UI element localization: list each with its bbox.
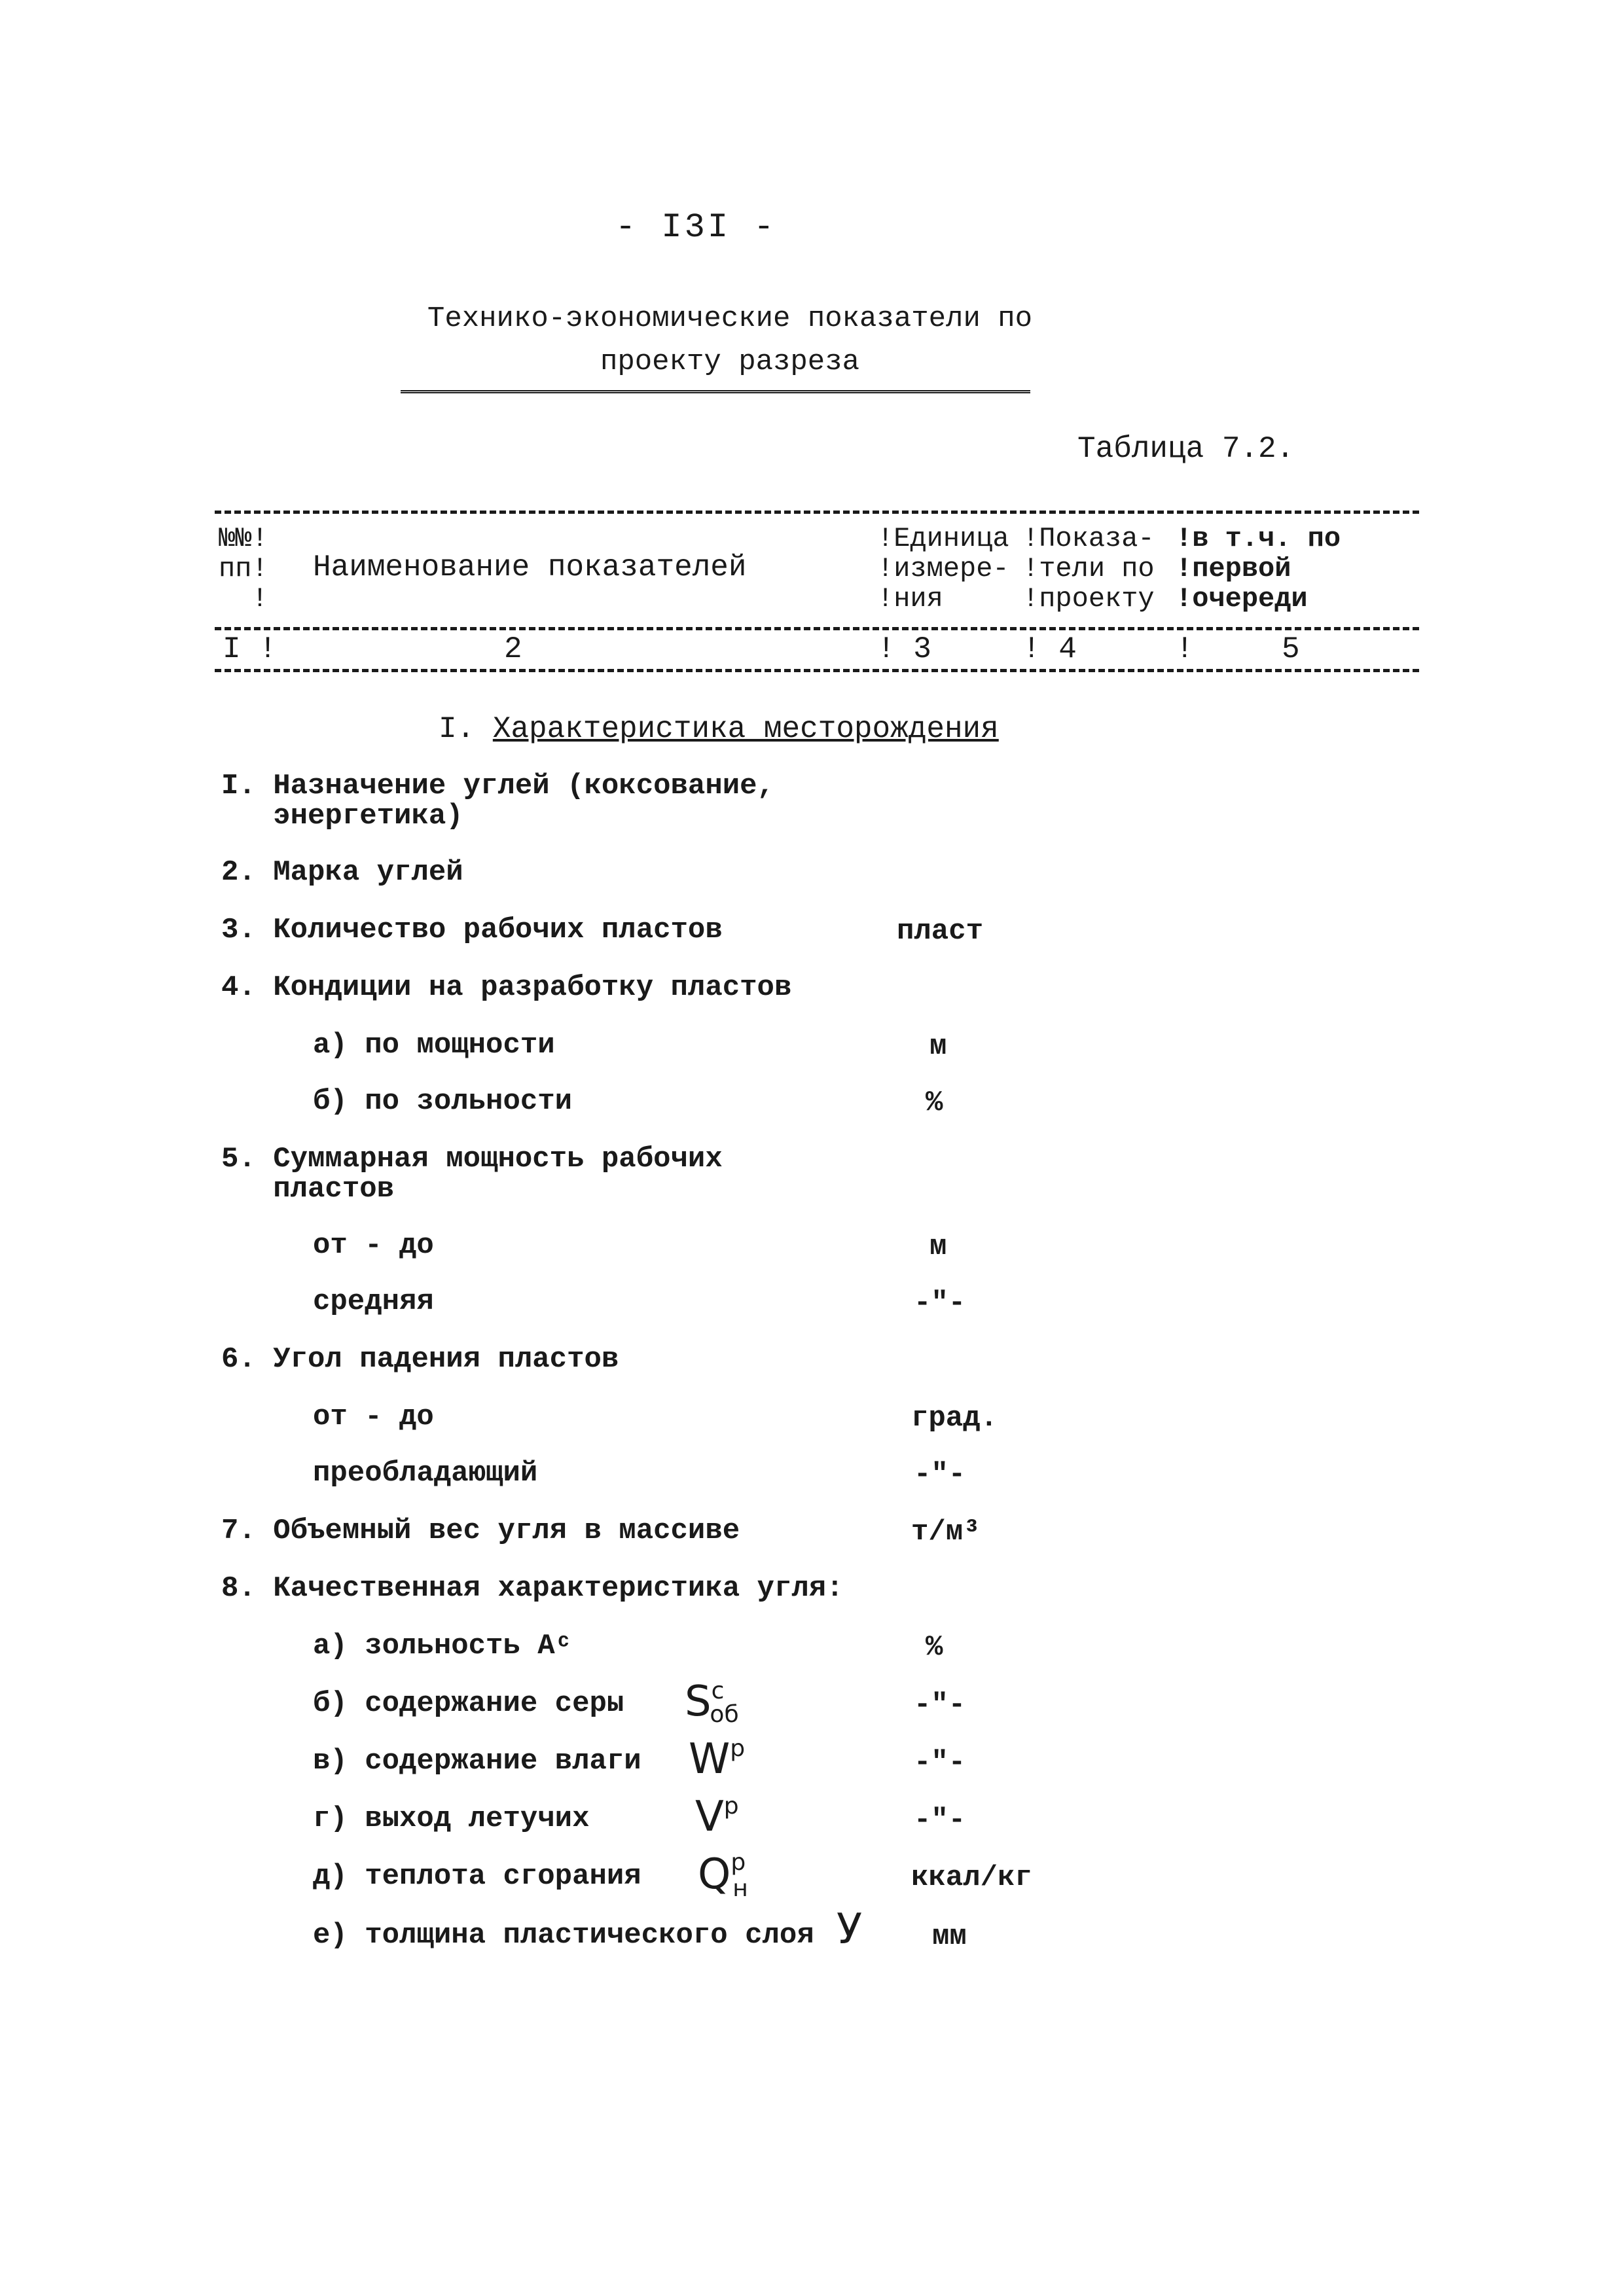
item-7-unit: т/м³ bbox=[911, 1516, 981, 1549]
table-number-rule bbox=[215, 669, 1419, 672]
volatile-symbol: $V^p$ bbox=[695, 1793, 739, 1841]
item-4b: б) по зольности bbox=[313, 1085, 573, 1118]
document-title-line1: Технико-экономические показатели по bbox=[427, 302, 1033, 335]
section-number: I. bbox=[439, 712, 475, 746]
item-8: 8. Качественная характеристика угля: bbox=[221, 1572, 844, 1605]
item-8a-unit: % bbox=[926, 1631, 943, 1664]
colnum-5-bang: ! bbox=[1176, 632, 1194, 666]
item-6: 6. Угол падения пластов bbox=[221, 1343, 619, 1376]
colnum-1: I ! bbox=[223, 632, 277, 666]
item-5: 5. Суммарная мощность рабочих пластов bbox=[221, 1143, 723, 1206]
item-5-range-unit: м bbox=[929, 1230, 947, 1263]
item-4a: а) по мощности bbox=[313, 1029, 555, 1062]
section-title: Характеристика месторождения bbox=[492, 712, 999, 746]
item-3: 3. Количество рабочих пластов bbox=[221, 914, 723, 946]
item-8c: в) содержание влаги bbox=[313, 1745, 641, 1778]
item-8e-unit: ккал/кг bbox=[911, 1861, 1032, 1894]
item-8f-unit: мм bbox=[932, 1920, 967, 1953]
table-top-rule bbox=[215, 511, 1419, 514]
item-8d: г) выход летучих bbox=[313, 1803, 590, 1835]
item-5-average-unit: -"- bbox=[914, 1287, 966, 1319]
item-1: I. Назначение углей (коксование, энергетика) bbox=[221, 770, 774, 833]
item-4: 4. Кондиции на разработку пластов bbox=[221, 971, 792, 1004]
item-5-range: от - до bbox=[313, 1229, 434, 1262]
item-8c-unit: -"- bbox=[914, 1746, 966, 1779]
item-8e: д) теплота сгорания bbox=[313, 1860, 641, 1893]
item-5-average: средняя bbox=[313, 1285, 434, 1318]
item-8b: б) содержание серы bbox=[313, 1687, 624, 1720]
section-heading bbox=[439, 712, 999, 746]
colnum-2: 2 bbox=[504, 632, 522, 666]
item-6-predominant-unit: -"- bbox=[914, 1458, 966, 1491]
heat-symbol: $Q^pн$ bbox=[698, 1849, 748, 1902]
header-bottom-rule bbox=[215, 627, 1419, 630]
plastic-layer-symbol: У bbox=[837, 1905, 862, 1954]
item-2: 2. Марка углей bbox=[221, 856, 463, 889]
document-title-line2: проекту разреза bbox=[600, 346, 860, 378]
table-label: Таблица 7.2. bbox=[1077, 432, 1295, 466]
item-4a-unit: м bbox=[929, 1030, 947, 1063]
item-7: 7. Объемный вес угля в массиве bbox=[221, 1515, 740, 1547]
header-col-name: Наименование показателей bbox=[313, 550, 747, 584]
colnum-4: ! 4 bbox=[1022, 632, 1077, 666]
header-col-project: !Показа- !тели по !проекту bbox=[1022, 523, 1155, 615]
item-4b-unit: % bbox=[926, 1086, 943, 1119]
sulfur-symbol: $S^cоб$ bbox=[685, 1677, 739, 1728]
item-6-range: от - до bbox=[313, 1401, 434, 1433]
header-col-unit: !Единица !измере- !ния bbox=[877, 523, 1009, 615]
colnum-3: ! 3 bbox=[877, 632, 931, 666]
colnum-5: 5 bbox=[1282, 632, 1300, 666]
moisture-symbol: $W^p$ bbox=[689, 1735, 746, 1784]
item-8d-unit: -"- bbox=[914, 1804, 966, 1837]
item-3-unit: пласт bbox=[897, 915, 984, 948]
title-underline bbox=[401, 390, 1030, 395]
item-6-range-unit: град. bbox=[911, 1402, 998, 1435]
item-8a: а) зольность Aᶜ bbox=[313, 1630, 573, 1662]
item-8f: е) толщина пластического слоя bbox=[313, 1919, 814, 1952]
header-col-first-stage: !в т.ч. по !первой !очереди bbox=[1176, 523, 1341, 615]
item-6-predominant: преобладающий bbox=[313, 1457, 538, 1490]
header-col-number: №№! пп! ! bbox=[219, 523, 268, 615]
page-number: - I3I - bbox=[615, 208, 777, 247]
item-8b-unit: -"- bbox=[914, 1689, 966, 1721]
